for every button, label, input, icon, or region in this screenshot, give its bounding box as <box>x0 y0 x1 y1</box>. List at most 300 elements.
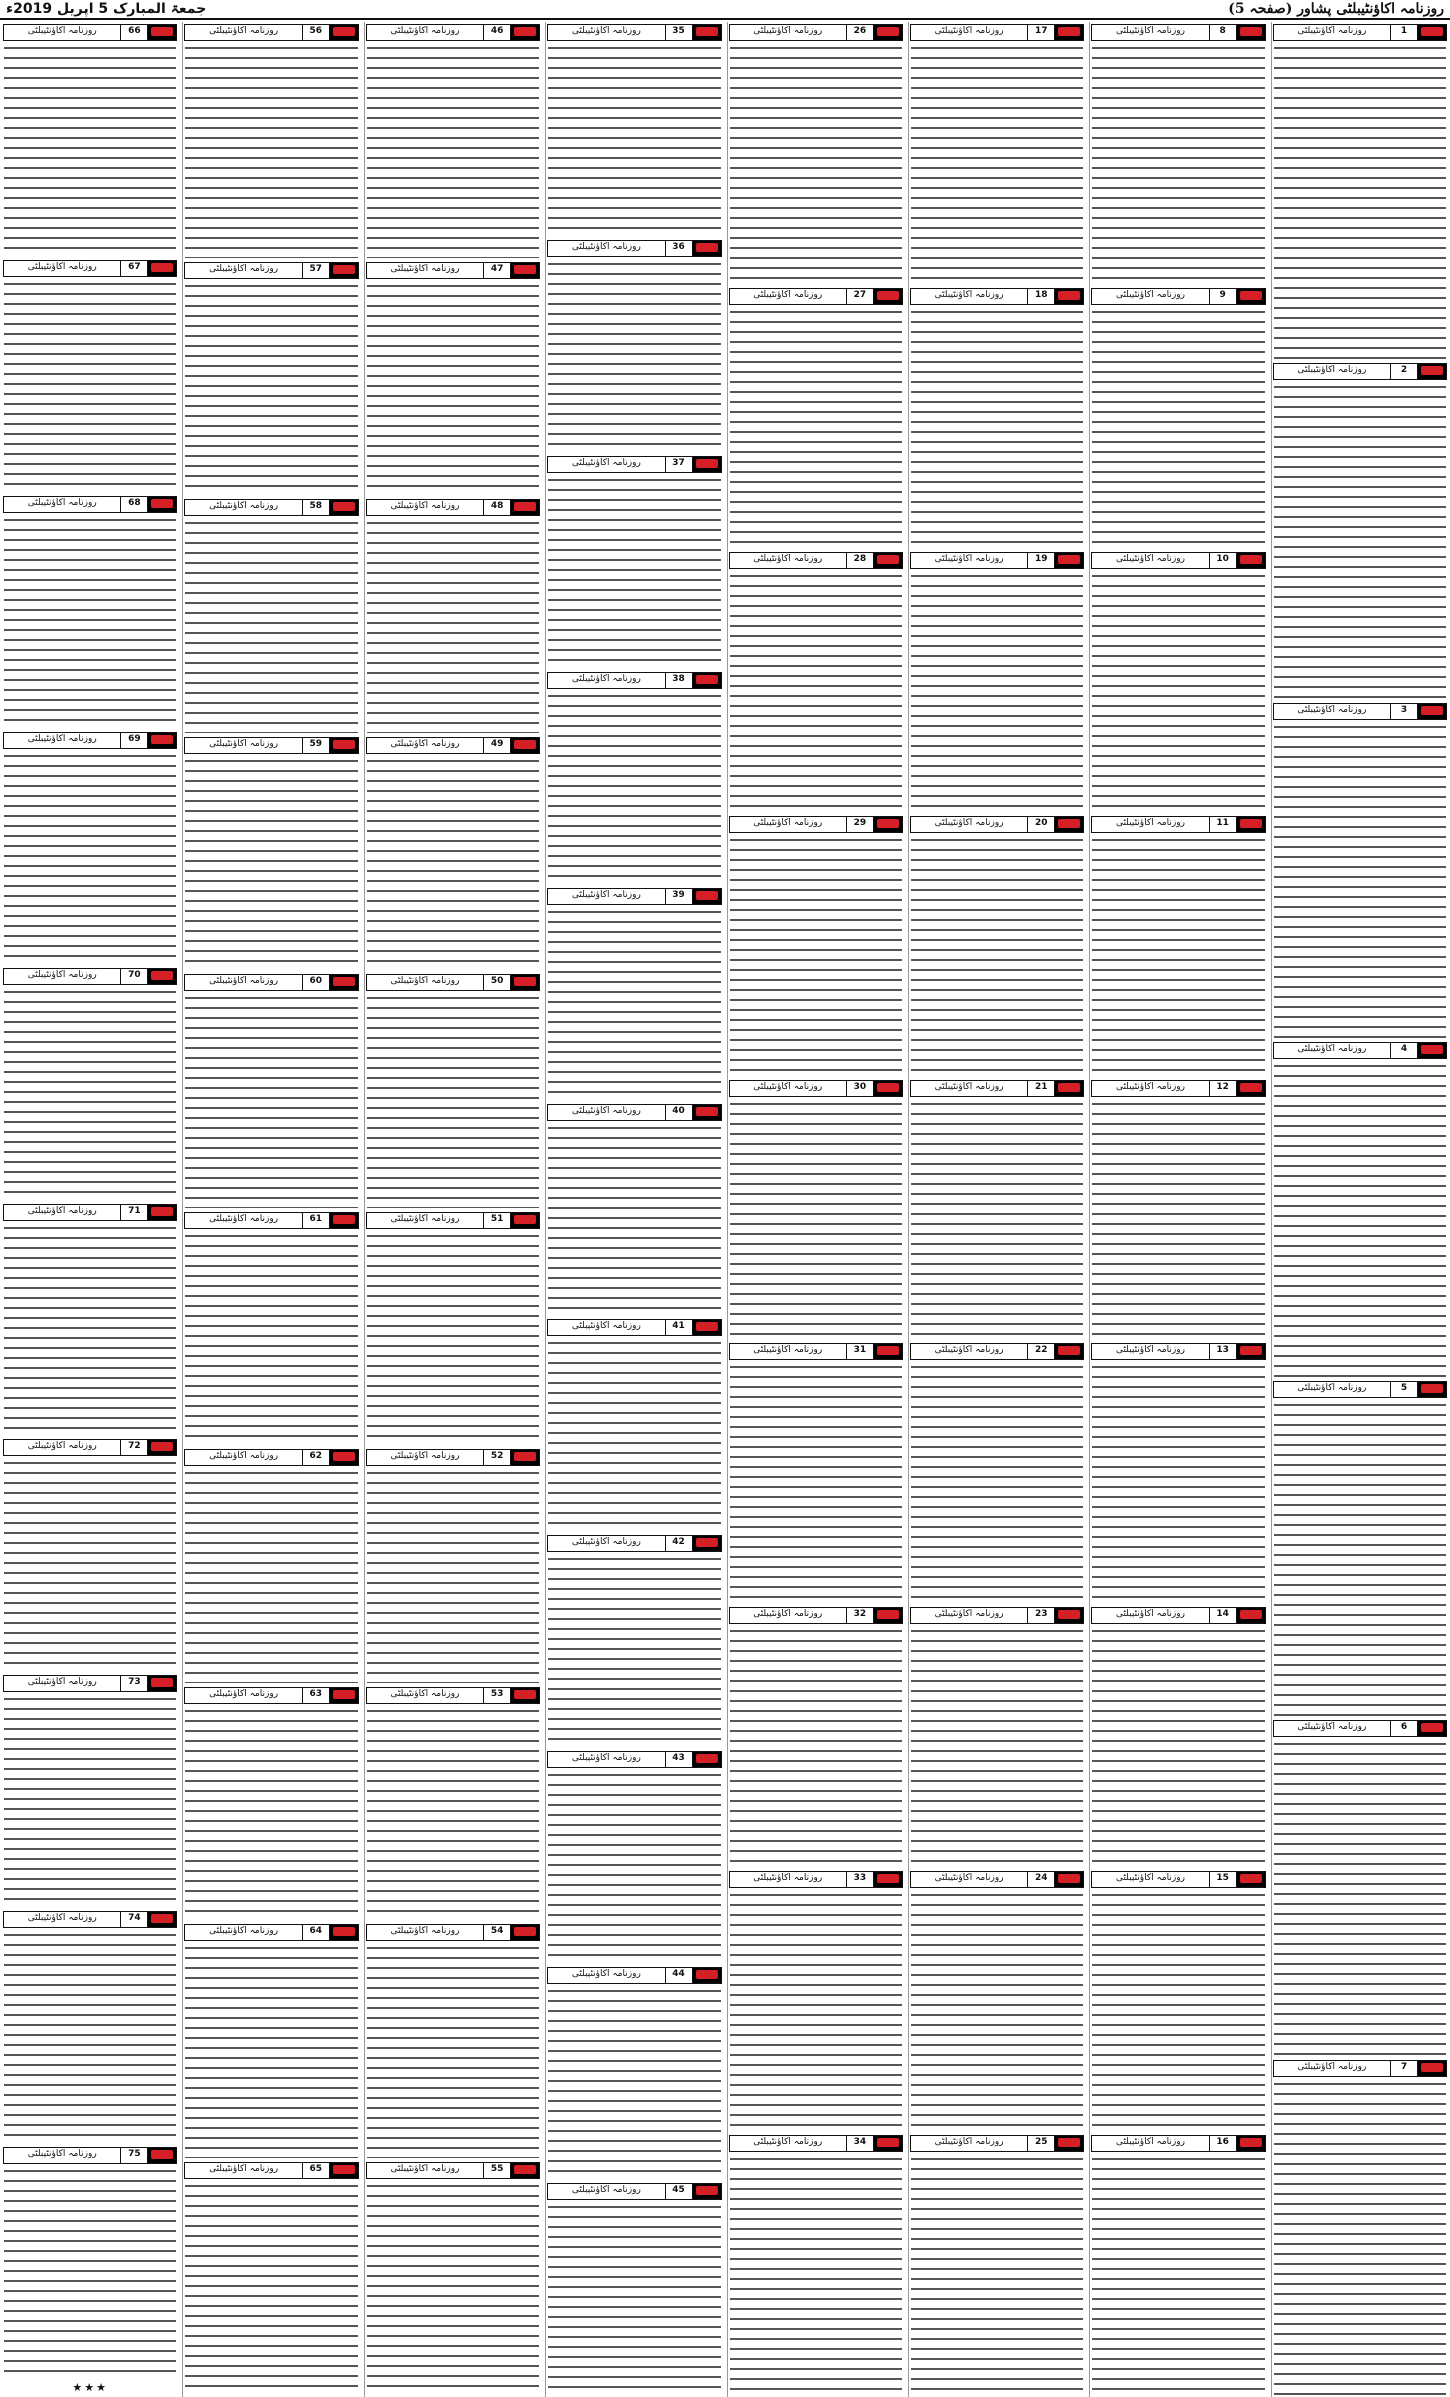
news-item-number: 23 <box>1027 1608 1055 1623</box>
news-item-body-text <box>911 571 1083 812</box>
red-logo-badge-icon <box>330 738 358 753</box>
news-item <box>183 22 359 260</box>
news-item <box>365 1210 541 1448</box>
news-item-body-text <box>1274 1739 1446 2055</box>
news-item-header <box>729 816 903 833</box>
news-column <box>2 22 178 2397</box>
news-item-label: روزنامہ اکاؤنٹیبلٹی <box>27 2149 97 2160</box>
news-item-number: 27 <box>846 289 874 304</box>
news-item-header <box>366 1924 540 1941</box>
news-item-label: روزنامہ اکاؤنٹیبلٹی <box>209 1451 279 1461</box>
news-item-header <box>366 1449 540 1466</box>
news-item-number: 37 <box>665 457 693 472</box>
news-item <box>728 1869 904 2133</box>
news-item <box>1090 550 1266 814</box>
news-item-label: روزنامہ اکاؤنٹیبلٹی <box>209 1688 279 1699</box>
news-item-body-text <box>367 2181 539 2396</box>
news-item-body-text <box>1092 835 1264 1076</box>
news-item-number: 41 <box>665 1320 693 1335</box>
newspaper-title: روزنامہ اکاؤنٹیبلٹی پشاور (صفحہ 5) <box>1228 1 1444 17</box>
news-item <box>1090 1078 1266 1342</box>
news-item-header <box>910 1871 1084 1888</box>
news-item-body-text <box>4 1930 176 2143</box>
news-item-body-text <box>730 307 902 548</box>
news-item-header <box>3 968 177 985</box>
red-logo-badge-icon <box>330 25 358 40</box>
news-item <box>1090 814 1266 1078</box>
news-item-body-text <box>730 43 902 284</box>
news-item-number: 25 <box>1027 2136 1055 2151</box>
red-logo-badge-icon <box>330 1450 358 1465</box>
news-item-label: روزنامہ اکاؤنٹیبلٹی <box>934 289 1004 300</box>
red-logo-badge-icon <box>1418 364 1446 379</box>
news-item-label: روزنامہ اکاؤنٹیبلٹی <box>753 26 823 36</box>
news-item-number: 69 <box>120 733 148 748</box>
news-item-body-text <box>1274 722 1446 1038</box>
news-item-label: روزنامہ اکاؤنٹیبلٹی <box>571 1969 641 1980</box>
news-item-body-text <box>548 1770 720 1963</box>
news-item-header <box>1273 1042 1447 1059</box>
news-item-header <box>1273 1720 1447 1737</box>
news-item-body-text <box>367 281 539 496</box>
news-item <box>2 2145 178 2381</box>
news-item-label: روزنامہ اکاؤنٹیبلٹی <box>209 738 279 749</box>
news-item-number: 2 <box>1390 364 1418 379</box>
news-item-number: 43 <box>665 1752 693 1767</box>
news-item-body-text <box>367 756 539 971</box>
red-logo-badge-icon <box>1418 704 1446 719</box>
news-item <box>546 2181 722 2397</box>
news-item-label: روزنامہ اکاؤنٹیبلٹی <box>209 976 279 986</box>
news-item-header <box>910 24 1084 41</box>
news-item-number: 72 <box>120 1440 148 1455</box>
red-logo-badge-icon <box>511 1688 539 1703</box>
news-item-label: روزنامہ اکاؤنٹیبلٹی <box>1115 553 1185 564</box>
news-item <box>183 972 359 1210</box>
news-item <box>1272 701 1448 1040</box>
news-item-number: 45 <box>665 2184 693 2199</box>
news-item-label: روزنامہ اکاؤنٹیبلٹی <box>1115 1609 1185 1620</box>
news-item-header <box>3 1675 177 1692</box>
news-item-number: 3 <box>1390 704 1418 719</box>
news-item-number: 61 <box>302 1213 330 1228</box>
news-item <box>2 494 178 730</box>
news-item-label: روزنامہ اکاؤنٹیبلٹی <box>1115 1873 1185 1884</box>
news-item-header <box>184 499 358 516</box>
news-item-body-text <box>911 43 1083 284</box>
news-item-body-text <box>548 1338 720 1531</box>
news-item-label: روزنامہ اکاؤنٹیبلٹی <box>753 817 823 828</box>
red-logo-badge-icon <box>148 969 176 984</box>
news-item-body-text <box>4 751 176 964</box>
red-logo-badge-icon <box>874 553 902 568</box>
red-logo-badge-icon <box>330 1925 358 1940</box>
news-item-label: روزنامہ اکاؤنٹیبلٹی <box>753 1873 823 1884</box>
news-item <box>1090 1341 1266 1605</box>
news-item-label: روزنامہ اکاؤنٹیبلٹی <box>1297 704 1367 715</box>
news-item-label: روزنامہ اکاؤنٹیبلٹی <box>934 817 1004 828</box>
news-item-header <box>366 499 540 516</box>
news-item-body-text <box>367 1943 539 2158</box>
news-item-label: روزنامہ اکاؤنٹیبلٹی <box>27 26 97 36</box>
news-item-header <box>547 1319 721 1336</box>
red-logo-badge-icon <box>330 263 358 278</box>
red-logo-badge-icon <box>1237 1608 1265 1623</box>
news-item-body-text <box>367 1706 539 1921</box>
news-item-body-text <box>1274 382 1446 698</box>
news-item-label: روزنامہ اکاؤنٹیبلٹی <box>1115 817 1185 828</box>
news-item-header <box>3 496 177 513</box>
news-item-label: روزنامہ اکاؤنٹیبلٹی <box>27 969 97 980</box>
news-item-number: 29 <box>846 817 874 832</box>
news-item <box>728 286 904 550</box>
news-item-header <box>910 2135 1084 2152</box>
news-item-label: روزنامہ اکاؤنٹیبلٹی <box>934 2137 1004 2148</box>
news-item <box>728 2133 904 2397</box>
red-logo-badge-icon <box>874 817 902 832</box>
news-item-number: 36 <box>665 241 693 256</box>
news-item <box>2 22 178 258</box>
news-item-label: روزنامہ اکاؤنٹیبلٹی <box>390 1926 460 1936</box>
news-item-header <box>1091 24 1265 41</box>
red-logo-badge-icon <box>874 1608 902 1623</box>
news-item-header <box>729 552 903 569</box>
news-item-label: روزنامہ اکاؤنٹیبلٹی <box>27 1441 97 1452</box>
news-item-header <box>729 2135 903 2152</box>
news-item <box>728 1078 904 1342</box>
news-item-label: روزنامہ اکاؤنٹیبلٹی <box>934 1609 1004 1620</box>
news-item <box>1272 1718 1448 2057</box>
red-logo-badge-icon <box>330 1213 358 1228</box>
news-item-label: روزنامہ اکاؤنٹیبلٹی <box>27 1913 97 1924</box>
news-item-body-text <box>4 515 176 728</box>
news-item-number: 58 <box>302 500 330 515</box>
news-item-number: 17 <box>1027 25 1055 40</box>
news-item-label: روزنامہ اکاؤنٹیبلٹی <box>571 2185 641 2196</box>
red-logo-badge-icon <box>511 1213 539 1228</box>
red-logo-badge-icon <box>693 1968 721 1983</box>
red-logo-badge-icon <box>1237 25 1265 40</box>
red-logo-badge-icon <box>693 25 721 40</box>
news-item <box>365 497 541 735</box>
news-item-number: 54 <box>483 1925 511 1940</box>
news-item-label: روزنامہ اکاؤنٹیبلٹی <box>390 1213 460 1224</box>
news-item <box>1272 1379 1448 1718</box>
news-item-label: روزنامہ اکاؤنٹیبلٹی <box>1115 2137 1185 2148</box>
news-item <box>909 22 1085 286</box>
red-logo-badge-icon <box>330 975 358 990</box>
red-logo-badge-icon <box>511 1925 539 1940</box>
news-column <box>364 22 541 2397</box>
news-item <box>2 966 178 1202</box>
news-item-label: روزنامہ اکاؤنٹیبلٹی <box>209 2163 279 2174</box>
news-item-header <box>184 24 358 41</box>
red-logo-badge-icon <box>1418 2061 1446 2076</box>
red-logo-badge-icon <box>1418 1721 1446 1736</box>
news-item-label: روزنامہ اکاؤنٹیبلٹی <box>571 457 641 468</box>
news-item-header <box>184 1687 358 1704</box>
news-item-label: روزنامہ اکاؤنٹیبلٹی <box>934 1873 1004 1884</box>
news-item-number: 14 <box>1209 1608 1237 1623</box>
news-item-header <box>1091 1871 1265 1888</box>
news-item-header <box>3 260 177 277</box>
news-item-header <box>1273 24 1447 41</box>
news-item-label: روزنامہ اکاؤنٹیبلٹی <box>753 1081 823 1092</box>
news-item-number: 1 <box>1390 25 1418 40</box>
news-item <box>2 1909 178 2145</box>
news-item-header <box>1091 288 1265 305</box>
news-item-header <box>184 262 358 279</box>
news-item <box>1272 361 1448 700</box>
news-item-header <box>910 816 1084 833</box>
news-item-number: 20 <box>1027 817 1055 832</box>
news-item <box>183 1922 359 2160</box>
news-item-header <box>366 2162 540 2179</box>
news-item <box>546 1317 722 1533</box>
red-logo-badge-icon <box>1418 1043 1446 1058</box>
news-item <box>546 886 722 1102</box>
news-item-header <box>1091 1343 1265 1360</box>
news-item-number: 52 <box>483 1450 511 1465</box>
news-item <box>365 22 541 260</box>
red-logo-badge-icon <box>1055 1608 1083 1623</box>
red-logo-badge-icon <box>1237 2136 1265 2151</box>
news-item-label: روزنامہ اکاؤنٹیبلٹی <box>571 1105 641 1116</box>
news-item-label: روزنامہ اکاؤنٹیبلٹی <box>27 261 97 272</box>
news-item-number: 49 <box>483 738 511 753</box>
red-logo-badge-icon <box>1055 1872 1083 1887</box>
news-item-number: 59 <box>302 738 330 753</box>
news-column <box>727 22 904 2397</box>
news-item-header <box>184 1212 358 1229</box>
red-logo-badge-icon <box>693 1105 721 1120</box>
news-item <box>1090 1869 1266 2133</box>
red-logo-badge-icon <box>1055 553 1083 568</box>
news-item-number: 21 <box>1027 1081 1055 1096</box>
news-item-body-text <box>911 1626 1083 1867</box>
news-item-body-text <box>4 987 176 1200</box>
news-item-header <box>1091 1080 1265 1097</box>
news-item <box>2 730 178 966</box>
news-item-label: روزنامہ اکاؤنٹیبلٹی <box>209 1213 279 1224</box>
news-item-label: روزنامہ اکاؤنٹیبلٹی <box>209 501 279 511</box>
news-item <box>728 22 904 286</box>
news-item-label: روزنامہ اکاؤنٹیبلٹی <box>390 976 460 986</box>
red-logo-badge-icon <box>874 1872 902 1887</box>
news-item-label: روزنامہ اکاؤنٹیبلٹی <box>934 26 1004 36</box>
news-item-label: روزنامہ اکاؤنٹیبلٹی <box>934 1081 1004 1092</box>
news-item-body-text <box>548 43 720 236</box>
news-item <box>546 1102 722 1318</box>
news-item-body-text <box>911 1099 1083 1340</box>
red-logo-badge-icon <box>1237 1081 1265 1096</box>
red-logo-badge-icon <box>148 261 176 276</box>
news-item-label: روزنامہ اکاؤنٹیبلٹی <box>934 1345 1004 1356</box>
news-item-header <box>366 737 540 754</box>
news-item <box>1090 2133 1266 2397</box>
news-item-label: روزنامہ اکاؤنٹیبلٹی <box>571 1753 641 1764</box>
news-item-body-text <box>4 279 176 492</box>
red-logo-badge-icon <box>148 1912 176 1927</box>
news-item <box>2 258 178 494</box>
red-logo-badge-icon <box>511 500 539 515</box>
news-item-body-text <box>730 1362 902 1603</box>
news-item-body-text <box>911 2154 1083 2395</box>
masthead <box>0 0 1450 20</box>
news-item-header <box>366 1212 540 1229</box>
news-item-body-text <box>911 1890 1083 2131</box>
red-logo-badge-icon <box>1418 1382 1446 1397</box>
news-item-body-text <box>1274 2079 1446 2395</box>
news-item-body-text <box>185 1231 357 1446</box>
news-item-number: 68 <box>120 497 148 512</box>
news-item <box>909 2133 1085 2397</box>
news-item-number: 35 <box>665 25 693 40</box>
news-item-number: 74 <box>120 1912 148 1927</box>
red-logo-badge-icon <box>1055 1081 1083 1096</box>
news-item-body-text <box>4 1223 176 1436</box>
news-item-body-text <box>730 1890 902 2131</box>
news-item-number: 55 <box>483 2163 511 2178</box>
news-item-number: 71 <box>120 1205 148 1220</box>
news-item-header <box>547 1104 721 1121</box>
news-item-number: 18 <box>1027 289 1055 304</box>
news-item-number: 53 <box>483 1688 511 1703</box>
news-item-number: 67 <box>120 261 148 276</box>
red-logo-badge-icon <box>330 1688 358 1703</box>
news-item-header <box>729 24 903 41</box>
news-item <box>546 670 722 886</box>
news-item-body-text <box>548 2202 720 2395</box>
news-item-header <box>547 1967 721 1984</box>
news-column <box>1089 22 1266 2397</box>
news-item-header <box>3 2147 177 2164</box>
news-item-label: روزنامہ اکاؤنٹیبلٹی <box>1297 1383 1367 1394</box>
news-item-body-text <box>911 307 1083 548</box>
news-item-body-text <box>4 2166 176 2379</box>
news-item-body-text <box>4 1694 176 1907</box>
news-item-header <box>184 1924 358 1941</box>
news-item <box>909 550 1085 814</box>
news-item-label: روزنامہ اکاؤنٹیبلٹی <box>934 553 1004 564</box>
news-item-body-text <box>1092 1099 1264 1340</box>
news-item <box>2 1673 178 1909</box>
news-item <box>728 814 904 1078</box>
news-item-body-text <box>548 475 720 668</box>
news-item-body-text <box>911 1362 1083 1603</box>
news-item-number: 65 <box>302 2163 330 2178</box>
news-item-number: 40 <box>665 1105 693 1120</box>
news-item <box>365 735 541 973</box>
news-item-body-text <box>730 2154 902 2395</box>
news-item-label: روزنامہ اکاؤنٹیبلٹی <box>390 263 460 274</box>
news-item-header <box>729 1607 903 1624</box>
news-item-body-text <box>367 1231 539 1446</box>
news-item-body-text <box>185 993 357 1208</box>
news-item-header <box>910 1343 1084 1360</box>
news-item-header <box>1273 2060 1447 2077</box>
news-item-number: 13 <box>1209 1344 1237 1359</box>
red-logo-badge-icon <box>1237 553 1265 568</box>
red-logo-badge-icon <box>874 289 902 304</box>
news-item-number: 57 <box>302 263 330 278</box>
news-item-body-text <box>367 993 539 1208</box>
news-item-body-text <box>185 1943 357 2158</box>
news-column <box>1271 22 1448 2397</box>
news-item <box>546 1965 722 2181</box>
news-item-label: روزنامہ اکاؤنٹیبلٹی <box>1115 1345 1185 1356</box>
news-item <box>546 22 722 238</box>
red-logo-badge-icon <box>693 1752 721 1767</box>
news-item-label: روزنامہ اکاؤنٹیبلٹی <box>390 501 460 511</box>
news-item-label: روزنامہ اکاؤنٹیبلٹی <box>27 497 97 508</box>
news-item <box>1090 286 1266 550</box>
red-logo-badge-icon <box>1237 1344 1265 1359</box>
news-item-label: روزنامہ اکاؤنٹیبلٹی <box>571 889 641 900</box>
news-item-body-text <box>548 1986 720 2179</box>
news-item-label: روزنامہ اکاؤنٹیبلٹی <box>1297 1722 1367 1733</box>
news-item-header <box>1273 703 1447 720</box>
news-item-number: 4 <box>1390 1043 1418 1058</box>
red-logo-badge-icon <box>1055 25 1083 40</box>
news-item <box>909 1869 1085 2133</box>
news-item <box>183 735 359 973</box>
news-item-number: 8 <box>1209 25 1237 40</box>
news-item-body-text <box>1092 43 1264 284</box>
news-item-header <box>184 1449 358 1466</box>
news-item-label: روزنامہ اکاؤنٹیبلٹی <box>27 733 97 744</box>
red-logo-badge-icon <box>874 1081 902 1096</box>
red-logo-badge-icon <box>1055 289 1083 304</box>
news-item-body-text <box>911 835 1083 1076</box>
news-item-body-text <box>185 2181 357 2396</box>
news-item-number: 34 <box>846 2136 874 2151</box>
news-item-label: روزنامہ اکاؤنٹیبلٹی <box>27 1205 97 1216</box>
news-item-header <box>910 1607 1084 1624</box>
news-item-number: 32 <box>846 1608 874 1623</box>
red-logo-badge-icon <box>1237 1872 1265 1887</box>
news-item-number: 64 <box>302 1925 330 1940</box>
news-item-body-text <box>185 43 357 258</box>
news-item-header <box>547 888 721 905</box>
news-item-body-text <box>1274 43 1446 359</box>
news-item-header <box>910 288 1084 305</box>
news-item-header <box>1273 1381 1447 1398</box>
news-column <box>545 22 722 2397</box>
news-item-header <box>184 2162 358 2179</box>
red-logo-badge-icon <box>874 25 902 40</box>
news-item <box>909 1605 1085 1869</box>
red-logo-badge-icon <box>511 2163 539 2178</box>
news-item-label: روزنامہ اکاؤنٹیبلٹی <box>1297 365 1367 376</box>
news-item-body-text <box>185 1706 357 1921</box>
news-item-header <box>3 1439 177 1456</box>
news-item-label: روزنامہ اکاؤنٹیبلٹی <box>1115 26 1185 36</box>
news-item-body-text <box>1092 307 1264 548</box>
news-item-header <box>547 1751 721 1768</box>
news-item <box>909 1341 1085 1605</box>
red-logo-badge-icon <box>148 497 176 512</box>
red-logo-badge-icon <box>148 1676 176 1691</box>
red-logo-badge-icon <box>148 25 176 40</box>
news-item <box>909 814 1085 1078</box>
news-item-header <box>1091 552 1265 569</box>
news-item <box>909 1078 1085 1342</box>
news-item <box>728 1605 904 1869</box>
news-item-number: 66 <box>120 25 148 40</box>
news-item-body-text <box>730 835 902 1076</box>
news-item-label: روزنامہ اکاؤنٹیبلٹی <box>753 289 823 300</box>
